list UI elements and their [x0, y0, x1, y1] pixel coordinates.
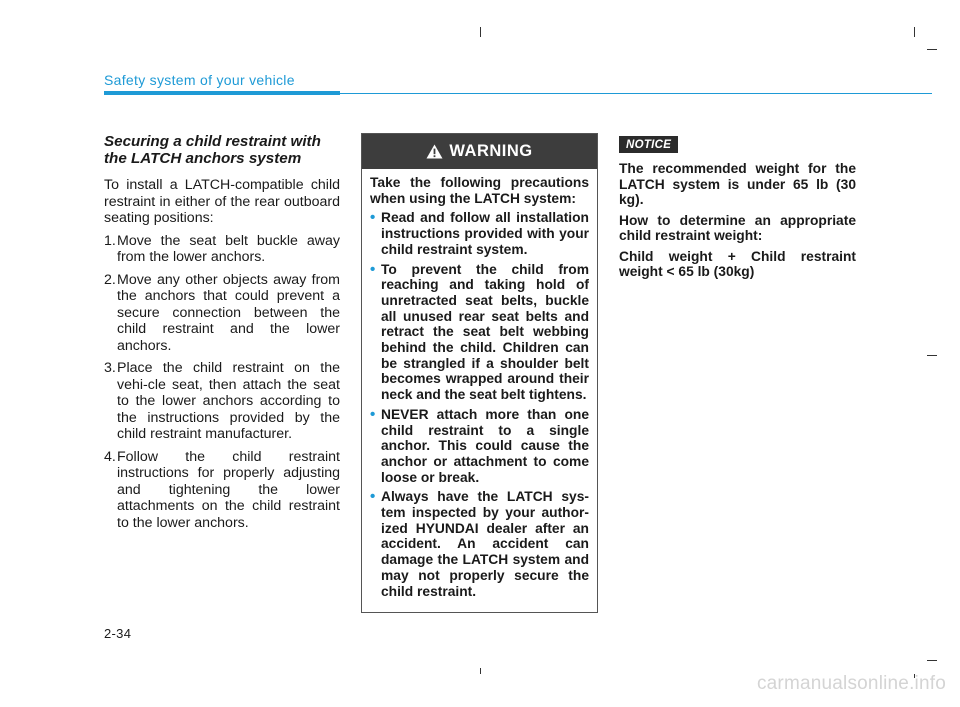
warning-item: [370, 262, 589, 403]
warning-item-text: To prevent the child from reaching and taking hold of unretracted seat belts, buckle all unused rear seat belts and retract the seat belt webbing behind the child. Children can be strangled if a shoulder belt becomes wrapped around their neck and the seat belt tightens.: [381, 261, 589, 403]
step-number: 4.: [104, 448, 116, 465]
warning-item-text: Always have the LATCH sys-tem inspected by your author-ized HYUNDAI dealer after an accident. An accident can damage the LATCH system and may not properly secure the child restraint.: [381, 489, 589, 599]
bullet-icon: •: [370, 209, 376, 227]
warning-list: [370, 210, 589, 599]
warning-item-text: NEVER attach more than one child restraint to a single anchor. This could cause the anchor or attachment to come loose or break.: [381, 406, 589, 485]
warning-item: [370, 489, 589, 599]
warning-item-text: Read and follow all installation instructions provided with your child restraint system.: [381, 210, 589, 257]
step-number: 2.: [104, 271, 116, 288]
crop-mark: [927, 355, 937, 356]
page-number: 2-34: [104, 626, 132, 641]
latch-heading: Securing a child restraint with the LATCH anchors system: [104, 133, 321, 167]
notice-paragraph: Child weight + Child restraint weight < 65 lb (30kg): [619, 248, 856, 279]
notice-paragraph: The recommended weight for the LATCH system is under 65 lb (30 kg).: [619, 161, 856, 207]
warning-lead: Take the following precautions when using the LATCH system:: [370, 175, 589, 206]
step-number: 1.: [104, 232, 116, 249]
warning-header: [362, 134, 597, 169]
bullet-icon: •: [370, 260, 376, 278]
latch-intro: To install a LATCH-compatible child restraint in either of the rear outboard seating positions:: [104, 177, 340, 226]
warning-body: [362, 169, 597, 599]
step-item: [104, 272, 340, 355]
latch-instructions: [104, 133, 340, 537]
header-rule-thick: [104, 91, 340, 95]
step-text: Move the seat belt buckle away from the lower anchors.: [117, 232, 340, 265]
step-item: [104, 449, 340, 532]
bullet-icon: •: [370, 488, 376, 506]
step-text: Follow the child restraint instructions for properly adjusting and tightening the lower attachments on the child restraint to the lower anchors.: [117, 448, 340, 531]
notice-badge: NOTICE: [619, 136, 678, 153]
crop-mark: [480, 668, 481, 674]
crop-mark: [927, 660, 937, 661]
section-title: Safety system of your vehicle: [104, 72, 295, 88]
warning-triangle-icon: [426, 144, 443, 159]
step-item: [104, 360, 340, 443]
header-rule-thin: [340, 93, 932, 94]
step-text: Place the child restraint on the vehi-cle seat, then attach the seat to the lower anchors according to the instructions provided by the child restraint manufacturer.: [117, 360, 340, 442]
notice-content: [619, 161, 856, 285]
step-text: Move any other objects away from the anchors that could prevent a secure connection between the child restraint and the lower anchors.: [117, 271, 340, 354]
warning-box: [361, 133, 598, 613]
crop-mark: [927, 49, 937, 50]
bullet-icon: •: [370, 405, 376, 423]
warning-item: [370, 210, 589, 257]
warning-title: WARNING: [449, 142, 533, 160]
latch-steps: [104, 233, 340, 532]
crop-mark: [480, 27, 481, 37]
crop-mark: [914, 27, 915, 37]
warning-item: [370, 407, 589, 486]
watermark: carmanualsonline.info: [756, 673, 946, 694]
notice-paragraph: How to determine an appropriate child restraint weight:: [619, 212, 856, 243]
step-item: [104, 233, 340, 266]
step-number: 3.: [104, 360, 116, 376]
